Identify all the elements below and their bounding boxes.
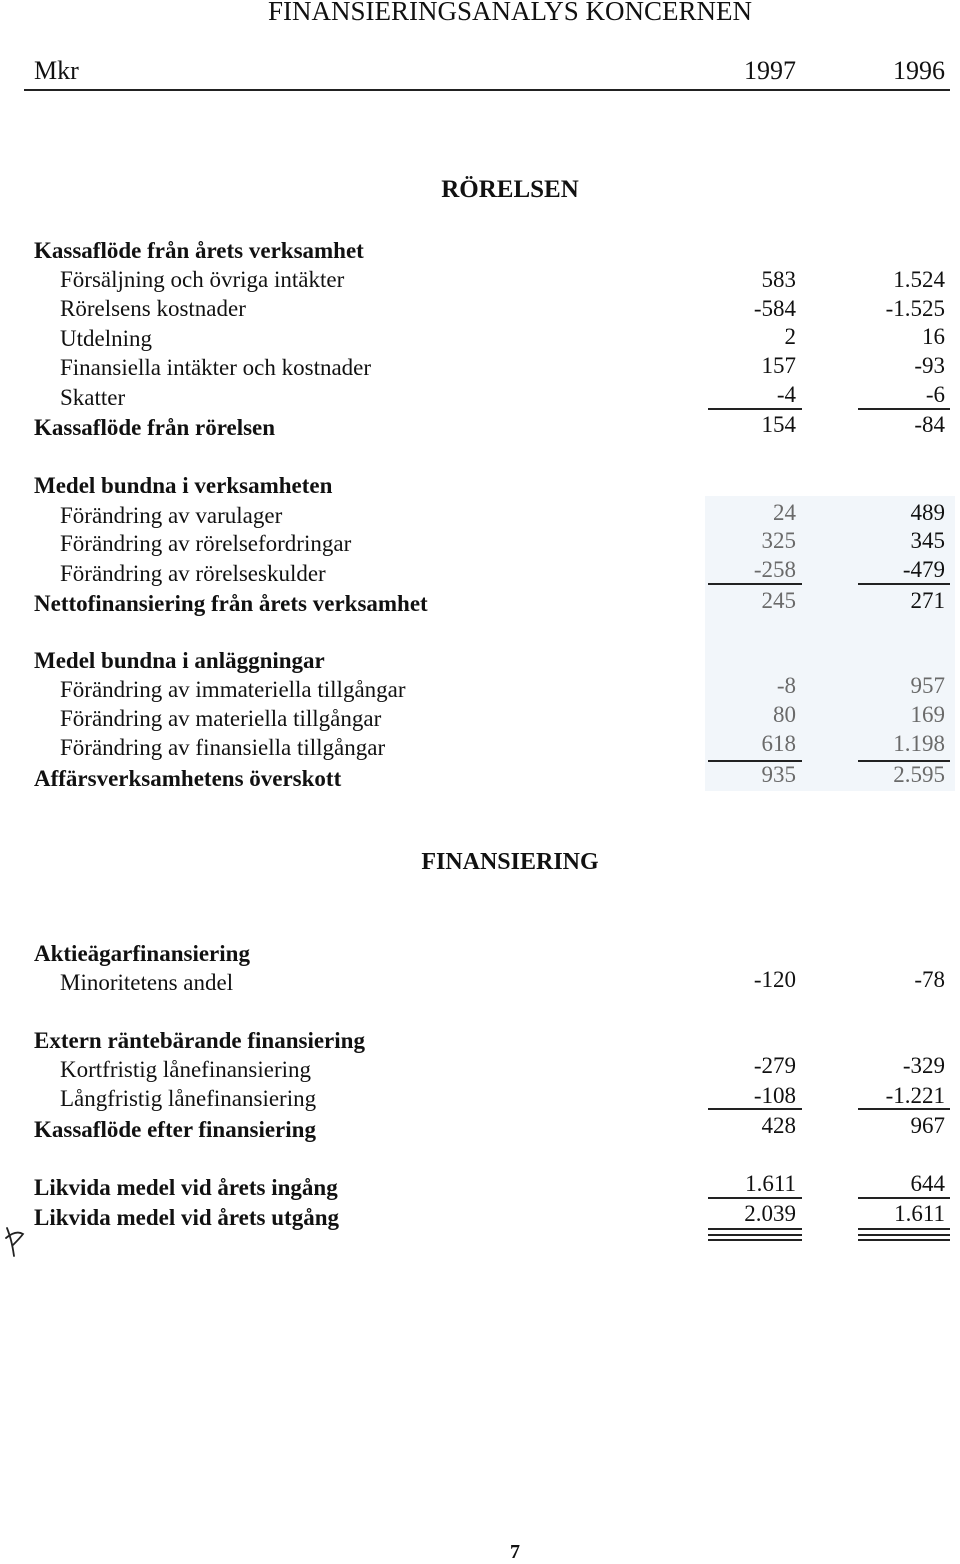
value-1996: 1.198 xyxy=(893,731,945,756)
subtotal-rule xyxy=(858,1197,950,1199)
total-label: Kassaflöde efter finansiering xyxy=(34,1117,316,1142)
total-1997: 428 xyxy=(761,1113,796,1138)
total-label: Affärsverksamhetens överskott xyxy=(34,766,342,791)
value-1997: 80 xyxy=(773,702,796,727)
value-1996: -329 xyxy=(902,1053,945,1078)
group-heading: Aktieägarfinansiering xyxy=(34,941,250,966)
value-1996: -1.221 xyxy=(885,1083,945,1108)
double-underline xyxy=(708,1234,802,1236)
double-underline xyxy=(708,1239,802,1241)
row-label: Skatter xyxy=(60,385,126,410)
row-label: Försäljning och övriga intäkter xyxy=(60,267,345,292)
group-heading: Kassaflöde från årets verksamhet xyxy=(34,238,364,263)
year-1997-header: 1997 xyxy=(744,56,796,85)
row-label: Förändring av materiella tillgångar xyxy=(60,706,382,731)
total-1996: 2.595 xyxy=(893,762,945,787)
section-rorelsen: RÖRELSEN xyxy=(441,176,579,203)
value-1997: -4 xyxy=(776,382,796,407)
value-1996: 1.524 xyxy=(893,267,945,292)
subtotal-rule xyxy=(708,1197,802,1199)
group-heading: Medel bundna i verksamheten xyxy=(34,473,333,498)
total-1996: -84 xyxy=(914,412,945,437)
value-1997: -108 xyxy=(753,1083,796,1108)
subtotal-rule xyxy=(858,1108,950,1110)
row-label: Förändring av rörelsefordringar xyxy=(60,531,352,556)
value-1996: -6 xyxy=(925,382,945,407)
value-1996: 957 xyxy=(910,673,945,698)
value-1997: -120 xyxy=(753,967,796,992)
value-1997: -584 xyxy=(753,296,796,321)
total-1996: 967 xyxy=(910,1113,945,1138)
total-1997: 2.039 xyxy=(744,1201,796,1226)
row-label: Rörelsens kostnader xyxy=(60,296,246,321)
double-underline xyxy=(858,1234,950,1236)
value-1996: -1.525 xyxy=(885,296,945,321)
value-1996: 345 xyxy=(910,528,945,553)
total-label: Kassaflöde från rörelsen xyxy=(34,415,276,440)
subtotal-rule xyxy=(708,1228,802,1230)
value-1996: 16 xyxy=(922,324,945,349)
total-1996: 271 xyxy=(910,588,945,613)
unit-label: Mkr xyxy=(34,56,79,85)
group-heading: Medel bundna i anläggningar xyxy=(34,648,325,673)
total-1997: 935 xyxy=(761,762,796,787)
value-1996: -479 xyxy=(902,557,945,582)
subtotal-rule xyxy=(708,583,802,585)
value-1997: 1.611 xyxy=(745,1171,796,1196)
row-label: Förändring av immateriella tillgångar xyxy=(60,677,406,702)
value-1997: -279 xyxy=(753,1053,796,1078)
row-label: Minoritetens andel xyxy=(60,970,234,995)
year-1996-header: 1996 xyxy=(893,56,945,85)
row-label: Förändring av finansiella tillgångar xyxy=(60,735,386,760)
subtotal-rule xyxy=(708,408,802,410)
subtotal-rule xyxy=(708,1108,802,1110)
value-1996: -93 xyxy=(914,353,945,378)
value-1997: 325 xyxy=(761,528,796,553)
group-heading: Extern räntebärande finansiering xyxy=(34,1028,365,1053)
page-title: FINANSIERINGSANALYS KONCERNEN xyxy=(267,0,753,26)
header-rule xyxy=(24,89,950,91)
value-1996: 489 xyxy=(910,500,945,525)
double-underline xyxy=(858,1239,950,1241)
row-label: Förändring av varulager xyxy=(60,503,283,528)
value-1996: 169 xyxy=(910,702,945,727)
value-1996: 644 xyxy=(910,1171,945,1196)
value-1997: 157 xyxy=(761,353,796,378)
row-label: Kortfristig lånefinansiering xyxy=(60,1057,312,1082)
value-1997: 2 xyxy=(784,324,796,349)
total-label: Likvida medel vid årets ingång xyxy=(34,1175,338,1200)
page-number: 7 xyxy=(510,1541,520,1563)
row-label: Förändring av rörelseskulder xyxy=(60,561,326,586)
total-1996: 1.611 xyxy=(894,1201,945,1226)
value-1997: -8 xyxy=(776,673,796,698)
section-finansiering: FINANSIERING xyxy=(421,849,599,875)
value-1996: -78 xyxy=(914,967,945,992)
total-1997: 245 xyxy=(761,588,796,613)
handwritten-mark-icon xyxy=(4,1222,26,1262)
subtotal-rule xyxy=(858,583,950,585)
total-label: Nettofinansiering från årets verksamhet xyxy=(34,591,428,616)
total-label: Likvida medel vid årets utgång xyxy=(34,1205,339,1230)
row-label: Långfristig lånefinansiering xyxy=(60,1086,317,1111)
value-1997: 24 xyxy=(773,500,796,525)
subtotal-rule xyxy=(858,408,950,410)
row-label: Utdelning xyxy=(60,326,152,351)
value-1997: -258 xyxy=(753,557,796,582)
total-1997: 154 xyxy=(761,412,796,437)
value-1997: 583 xyxy=(761,267,796,292)
row-label: Finansiella intäkter och kostnader xyxy=(60,355,372,380)
subtotal-rule xyxy=(858,1228,950,1230)
value-1997: 618 xyxy=(761,731,796,756)
